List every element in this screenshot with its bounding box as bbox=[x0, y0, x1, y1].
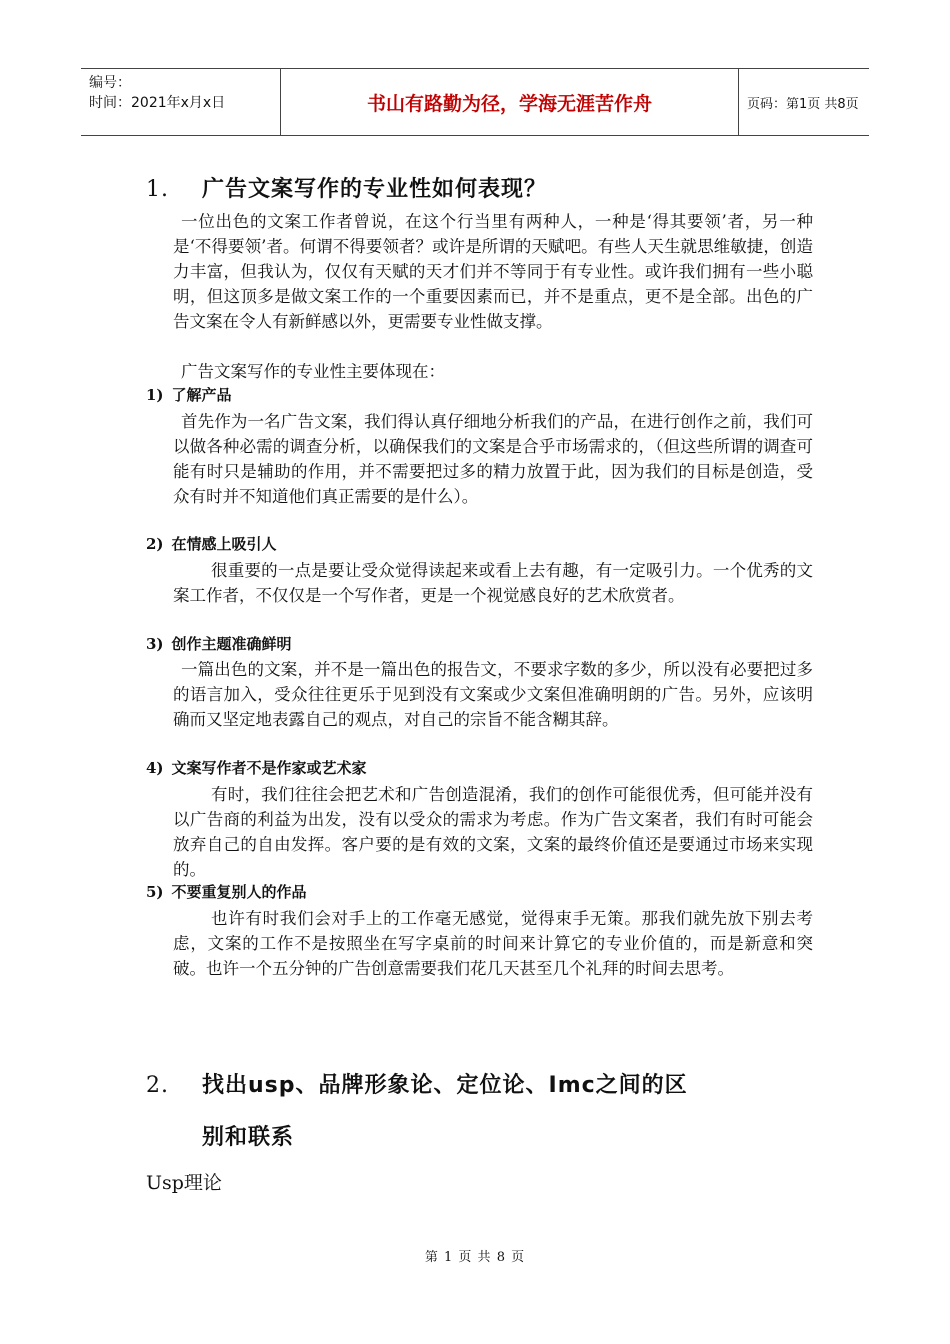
header-meta-cell bbox=[81, 69, 281, 135]
item2-title: 在情感上吸引人 bbox=[171, 535, 277, 553]
item4-number: 4) bbox=[146, 759, 164, 777]
section2-number: 2. bbox=[146, 1073, 169, 1098]
section1-lead: 广告文案写作的专业性主要体现在： bbox=[181, 362, 445, 381]
header-motto: 书山有路勤为径，学海无涯苦作舟 bbox=[281, 69, 739, 135]
section2-title-line2: 别和联系 bbox=[202, 1125, 295, 1150]
usp-subheading: Usp理论 bbox=[146, 1172, 222, 1194]
section1-title: 广告文案写作的专业性如何表现？ bbox=[202, 177, 548, 202]
section1-heading bbox=[146, 172, 547, 203]
item2-body: 很重要的一点是要让受众觉得读起来或看上去有趣，有一定吸引力。一个优秀的文案工作者，不仅仅是一个写作者，更是一个视觉感良好的艺术欣赏者。 bbox=[173, 561, 813, 605]
item3-title: 创作主题准确鲜明 bbox=[171, 635, 292, 653]
item2-heading bbox=[146, 533, 277, 555]
time-label: 时间：2021年x月x日 bbox=[89, 95, 226, 111]
item3-heading bbox=[146, 633, 292, 655]
header-table bbox=[81, 68, 869, 136]
item5-title: 不要重复别人的作品 bbox=[171, 883, 307, 901]
item4-title: 文案写作者不是作家或艺术家 bbox=[171, 759, 367, 777]
item3-number: 3) bbox=[146, 635, 164, 653]
item5-number: 5) bbox=[146, 883, 164, 901]
item3-body: 一篇出色的文案，并不是一篇出色的报告文，不要求字数的多少，所以没有必要把过多的语言加入，受众往往更乐于见到没有文案或少文案但准确明朗的广告。另外，应该明确而又坚定地表露自己的观点，对自己的宗旨不能含糊其辞。 bbox=[173, 660, 813, 729]
section2-heading bbox=[146, 1068, 688, 1099]
item5-body: 也许有时我们会对手上的工作毫无感觉，觉得束手无策。那我们就先放下别去考虑，文案的工作不是按照坐在写字桌前的时间来计算它的专业价值的，而是新意和突破。也许一个五分钟的广告创意需要我们花几天甚至几个礼拜的时间去思考。 bbox=[173, 909, 813, 978]
item2-number: 2) bbox=[146, 535, 164, 553]
item5-heading bbox=[146, 881, 307, 903]
item1-body: 首先作为一名广告文案，我们得认真仔细地分析我们的产品，在进行创作之前，我们可以做各种必需的调查分析，以确保我们的文案是合乎市场需求的，（但这些所谓的调查可能有时只是辅助的作用，并不需要把过多的精力放置于此，因为我们的目标是创造，受众有时并不知道他们真正需要的是什么）。 bbox=[173, 412, 813, 506]
item1-number: 1) bbox=[146, 386, 164, 404]
number-label: 编号： bbox=[89, 75, 131, 91]
section1-number: 1. bbox=[146, 177, 169, 202]
item1-heading bbox=[146, 384, 232, 406]
header-page-label: 页码：第1页 共8页 bbox=[747, 96, 859, 112]
section1-intro: 一位出色的文案工作者曾说，在这个行当里有两种人，一种是‘得其要领’者，另一种是‘不得要领’者。何谓不得要领者？或许是所谓的天赋吧。有些人天生就思维敏捷，创造力丰富，但我认为，仅仅有天赋的天才们并不等同于有专业性。或许我们拥有一些小聪明，但这顶多是做文案工作的一个重要因素而已，并不是重点，更不是全部。出色的广告文案在令人有新鲜感以外，更需要专业性做支撑。 bbox=[173, 212, 813, 331]
item4-body: 有时，我们往往会把艺术和广告创造混淆，我们的创作可能很优秀，但可能并没有以广告商的利益为出发，没有以受众的需求为考虑。作为广告文案者，我们有时可能会放弃自己的自由发挥。客户要的是有效的文案，文案的最终价值还是要通过市场来实现的。 bbox=[173, 785, 813, 879]
section2-title-line1: 找出usp、品牌形象论、定位论、Imc之间的区 bbox=[202, 1073, 688, 1098]
item4-heading bbox=[146, 757, 367, 779]
item1-title: 了解产品 bbox=[171, 386, 232, 404]
page-footer: 第 1 页 共 8 页 bbox=[424, 1250, 526, 1265]
